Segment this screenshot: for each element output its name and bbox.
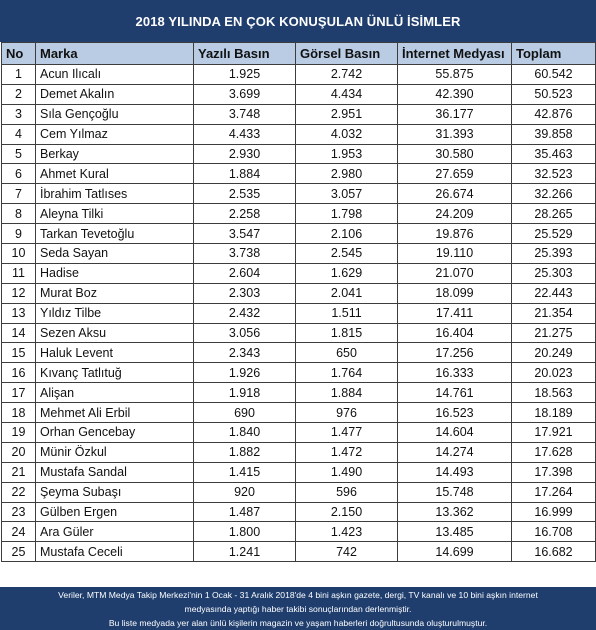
cell-no: 15	[2, 343, 36, 363]
cell-marka: Kıvanç Tatlıtuğ	[36, 363, 194, 383]
cell-marka: Demet Akalın	[36, 84, 194, 104]
cell-yazili-basin: 1.415	[194, 462, 296, 482]
cell-marka: İbrahim Tatlıses	[36, 184, 194, 204]
cell-toplam: 17.398	[512, 462, 596, 482]
cell-toplam: 42.876	[512, 104, 596, 124]
cell-no: 19	[2, 423, 36, 443]
table-row	[2, 164, 596, 184]
cell-yazili-basin: 1.884	[194, 164, 296, 184]
cell-no: 2	[2, 84, 36, 104]
table-row	[2, 84, 596, 104]
table-row	[2, 323, 596, 343]
cell-toplam: 16.708	[512, 522, 596, 542]
cell-internet-medyasi: 15.748	[398, 482, 512, 502]
source-note-line-2: medyasında yaptığı haber takibi sonuçlarından derlenmiştir.	[184, 604, 412, 614]
cell-gorsel-basin: 1.953	[296, 144, 398, 164]
cell-toplam: 32.266	[512, 184, 596, 204]
cell-yazili-basin: 1.241	[194, 542, 296, 562]
cell-gorsel-basin: 1.423	[296, 522, 398, 542]
cell-no: 10	[2, 244, 36, 264]
ranking-table	[1, 42, 596, 562]
cell-toplam: 20.249	[512, 343, 596, 363]
cell-internet-medyasi: 55.875	[398, 65, 512, 85]
cell-marka: Haluk Levent	[36, 343, 194, 363]
table-row	[2, 104, 596, 124]
cell-gorsel-basin: 650	[296, 343, 398, 363]
cell-yazili-basin: 2.535	[194, 184, 296, 204]
table-row	[2, 542, 596, 562]
cell-marka: Yıldız Tilbe	[36, 303, 194, 323]
table-header-row	[2, 43, 596, 65]
cell-yazili-basin: 3.748	[194, 104, 296, 124]
table-row	[2, 462, 596, 482]
col-header-gorsel-basin: Görsel Basın	[296, 43, 398, 65]
cell-no: 22	[2, 482, 36, 502]
table-row	[2, 482, 596, 502]
cell-no: 1	[2, 65, 36, 85]
cell-yazili-basin: 1.925	[194, 65, 296, 85]
cell-internet-medyasi: 21.070	[398, 263, 512, 283]
cell-marka: Sıla Gençoğlu	[36, 104, 194, 124]
col-header-toplam: Toplam	[512, 43, 596, 65]
cell-marka: Sezen Aksu	[36, 323, 194, 343]
cell-internet-medyasi: 14.493	[398, 462, 512, 482]
cell-toplam: 21.275	[512, 323, 596, 343]
cell-toplam: 25.303	[512, 263, 596, 283]
cell-no: 21	[2, 462, 36, 482]
cell-no: 4	[2, 124, 36, 144]
cell-yazili-basin: 2.303	[194, 283, 296, 303]
cell-toplam: 21.354	[512, 303, 596, 323]
cell-gorsel-basin: 4.434	[296, 84, 398, 104]
cell-yazili-basin: 3.547	[194, 224, 296, 244]
cell-toplam: 39.858	[512, 124, 596, 144]
cell-yazili-basin: 2.258	[194, 204, 296, 224]
cell-gorsel-basin: 1.764	[296, 363, 398, 383]
cell-no: 5	[2, 144, 36, 164]
col-header-yazili-basin: Yazılı Basın	[194, 43, 296, 65]
cell-marka: Münir Özkul	[36, 442, 194, 462]
cell-no: 14	[2, 323, 36, 343]
cell-internet-medyasi: 16.404	[398, 323, 512, 343]
cell-no: 3	[2, 104, 36, 124]
cell-internet-medyasi: 14.274	[398, 442, 512, 462]
cell-marka: Mehmet Ali Erbil	[36, 403, 194, 423]
cell-toplam: 32.523	[512, 164, 596, 184]
cell-no: 24	[2, 522, 36, 542]
cell-gorsel-basin: 1.815	[296, 323, 398, 343]
cell-gorsel-basin: 1.629	[296, 263, 398, 283]
cell-toplam: 18.563	[512, 383, 596, 403]
cell-internet-medyasi: 14.761	[398, 383, 512, 403]
page-title: 2018 YILINDA EN ÇOK KONUŞULAN ÜNLÜ İSİMLER	[0, 0, 596, 42]
cell-toplam: 17.921	[512, 423, 596, 443]
cell-toplam: 18.189	[512, 403, 596, 423]
cell-gorsel-basin: 1.472	[296, 442, 398, 462]
col-header-no: No	[2, 43, 36, 65]
cell-internet-medyasi: 42.390	[398, 84, 512, 104]
cell-gorsel-basin: 1.511	[296, 303, 398, 323]
col-header-marka: Marka	[36, 43, 194, 65]
cell-toplam: 22.443	[512, 283, 596, 303]
cell-marka: Acun Ilıcalı	[36, 65, 194, 85]
cell-marka: Murat Boz	[36, 283, 194, 303]
cell-gorsel-basin: 1.490	[296, 462, 398, 482]
cell-gorsel-basin: 2.742	[296, 65, 398, 85]
table-body	[2, 65, 596, 562]
cell-marka: Berkay	[36, 144, 194, 164]
source-note-line-3: Bu liste medyada yer alan ünlü kişilerin magazin ve yaşam haberleri doğrultusunda oluşturulmuştur.	[108, 618, 488, 628]
cell-internet-medyasi: 16.523	[398, 403, 512, 423]
table-row	[2, 244, 596, 264]
cell-toplam: 28.265	[512, 204, 596, 224]
cell-internet-medyasi: 14.604	[398, 423, 512, 443]
cell-no: 20	[2, 442, 36, 462]
table-row	[2, 204, 596, 224]
cell-gorsel-basin: 1.798	[296, 204, 398, 224]
cell-gorsel-basin: 4.032	[296, 124, 398, 144]
cell-gorsel-basin: 596	[296, 482, 398, 502]
cell-internet-medyasi: 17.256	[398, 343, 512, 363]
cell-gorsel-basin: 2.106	[296, 224, 398, 244]
cell-yazili-basin: 1.926	[194, 363, 296, 383]
cell-toplam: 17.628	[512, 442, 596, 462]
table-row	[2, 423, 596, 443]
cell-internet-medyasi: 17.411	[398, 303, 512, 323]
table-row	[2, 442, 596, 462]
table-row	[2, 263, 596, 283]
source-note	[0, 587, 596, 630]
cell-marka: Şeyma Subaşı	[36, 482, 194, 502]
cell-yazili-basin: 1.840	[194, 423, 296, 443]
table-row	[2, 124, 596, 144]
cell-toplam: 35.463	[512, 144, 596, 164]
cell-toplam: 25.393	[512, 244, 596, 264]
cell-marka: Ahmet Kural	[36, 164, 194, 184]
cell-no: 17	[2, 383, 36, 403]
cell-yazili-basin: 2.343	[194, 343, 296, 363]
cell-internet-medyasi: 14.699	[398, 542, 512, 562]
cell-yazili-basin: 3.056	[194, 323, 296, 343]
cell-no: 25	[2, 542, 36, 562]
cell-gorsel-basin: 3.057	[296, 184, 398, 204]
cell-no: 8	[2, 204, 36, 224]
cell-marka: Gülben Ergen	[36, 502, 194, 522]
table-row	[2, 303, 596, 323]
col-header-internet-medyasi: İnternet Medyası	[398, 43, 512, 65]
cell-marka: Aleyna Tilki	[36, 204, 194, 224]
table-row	[2, 65, 596, 85]
cell-no: 7	[2, 184, 36, 204]
cell-marka: Mustafa Sandal	[36, 462, 194, 482]
cell-yazili-basin: 1.487	[194, 502, 296, 522]
cell-yazili-basin: 1.918	[194, 383, 296, 403]
cell-internet-medyasi: 13.485	[398, 522, 512, 542]
cell-marka: Tarkan Tevetoğlu	[36, 224, 194, 244]
cell-marka: Hadise	[36, 263, 194, 283]
cell-toplam: 17.264	[512, 482, 596, 502]
cell-yazili-basin: 2.432	[194, 303, 296, 323]
table-row	[2, 383, 596, 403]
cell-yazili-basin: 2.604	[194, 263, 296, 283]
cell-gorsel-basin: 2.980	[296, 164, 398, 184]
cell-internet-medyasi: 24.209	[398, 204, 512, 224]
cell-marka: Orhan Gencebay	[36, 423, 194, 443]
table-row	[2, 403, 596, 423]
cell-gorsel-basin: 1.477	[296, 423, 398, 443]
table-row	[2, 224, 596, 244]
table-row	[2, 144, 596, 164]
cell-internet-medyasi: 18.099	[398, 283, 512, 303]
cell-toplam: 60.542	[512, 65, 596, 85]
cell-internet-medyasi: 31.393	[398, 124, 512, 144]
table-row	[2, 522, 596, 542]
cell-internet-medyasi: 26.674	[398, 184, 512, 204]
cell-no: 6	[2, 164, 36, 184]
cell-internet-medyasi: 19.876	[398, 224, 512, 244]
cell-no: 12	[2, 283, 36, 303]
cell-gorsel-basin: 2.545	[296, 244, 398, 264]
table-row	[2, 363, 596, 383]
cell-marka: Cem Yılmaz	[36, 124, 194, 144]
cell-gorsel-basin: 2.041	[296, 283, 398, 303]
cell-yazili-basin: 3.699	[194, 84, 296, 104]
cell-no: 23	[2, 502, 36, 522]
cell-no: 16	[2, 363, 36, 383]
cell-internet-medyasi: 36.177	[398, 104, 512, 124]
cell-internet-medyasi: 13.362	[398, 502, 512, 522]
table-row	[2, 184, 596, 204]
cell-marka: Alişan	[36, 383, 194, 403]
source-note-line-1: Veriler, MTM Medya Takip Merkezi'nin 1 Ocak - 31 Aralık 2018'de 4 bini aşkın gazete, dergi, TV kanalı ve 10 bini aşkın internet	[58, 590, 538, 600]
cell-no: 11	[2, 263, 36, 283]
cell-toplam: 50.523	[512, 84, 596, 104]
cell-yazili-basin: 2.930	[194, 144, 296, 164]
cell-marka: Seda Sayan	[36, 244, 194, 264]
cell-internet-medyasi: 30.580	[398, 144, 512, 164]
cell-no: 9	[2, 224, 36, 244]
table-row	[2, 343, 596, 363]
cell-toplam: 16.682	[512, 542, 596, 562]
cell-toplam: 25.529	[512, 224, 596, 244]
cell-no: 13	[2, 303, 36, 323]
cell-yazili-basin: 3.738	[194, 244, 296, 264]
cell-gorsel-basin: 2.150	[296, 502, 398, 522]
cell-gorsel-basin: 1.884	[296, 383, 398, 403]
cell-internet-medyasi: 27.659	[398, 164, 512, 184]
cell-yazili-basin: 1.800	[194, 522, 296, 542]
cell-yazili-basin: 920	[194, 482, 296, 502]
cell-toplam: 16.999	[512, 502, 596, 522]
cell-internet-medyasi: 19.110	[398, 244, 512, 264]
cell-yazili-basin: 4.433	[194, 124, 296, 144]
cell-gorsel-basin: 2.951	[296, 104, 398, 124]
cell-yazili-basin: 690	[194, 403, 296, 423]
cell-gorsel-basin: 742	[296, 542, 398, 562]
cell-internet-medyasi: 16.333	[398, 363, 512, 383]
cell-no: 18	[2, 403, 36, 423]
cell-gorsel-basin: 976	[296, 403, 398, 423]
table-row	[2, 502, 596, 522]
table-row	[2, 283, 596, 303]
cell-marka: Ara Güler	[36, 522, 194, 542]
cell-yazili-basin: 1.882	[194, 442, 296, 462]
cell-toplam: 20.023	[512, 363, 596, 383]
cell-marka: Mustafa Ceceli	[36, 542, 194, 562]
